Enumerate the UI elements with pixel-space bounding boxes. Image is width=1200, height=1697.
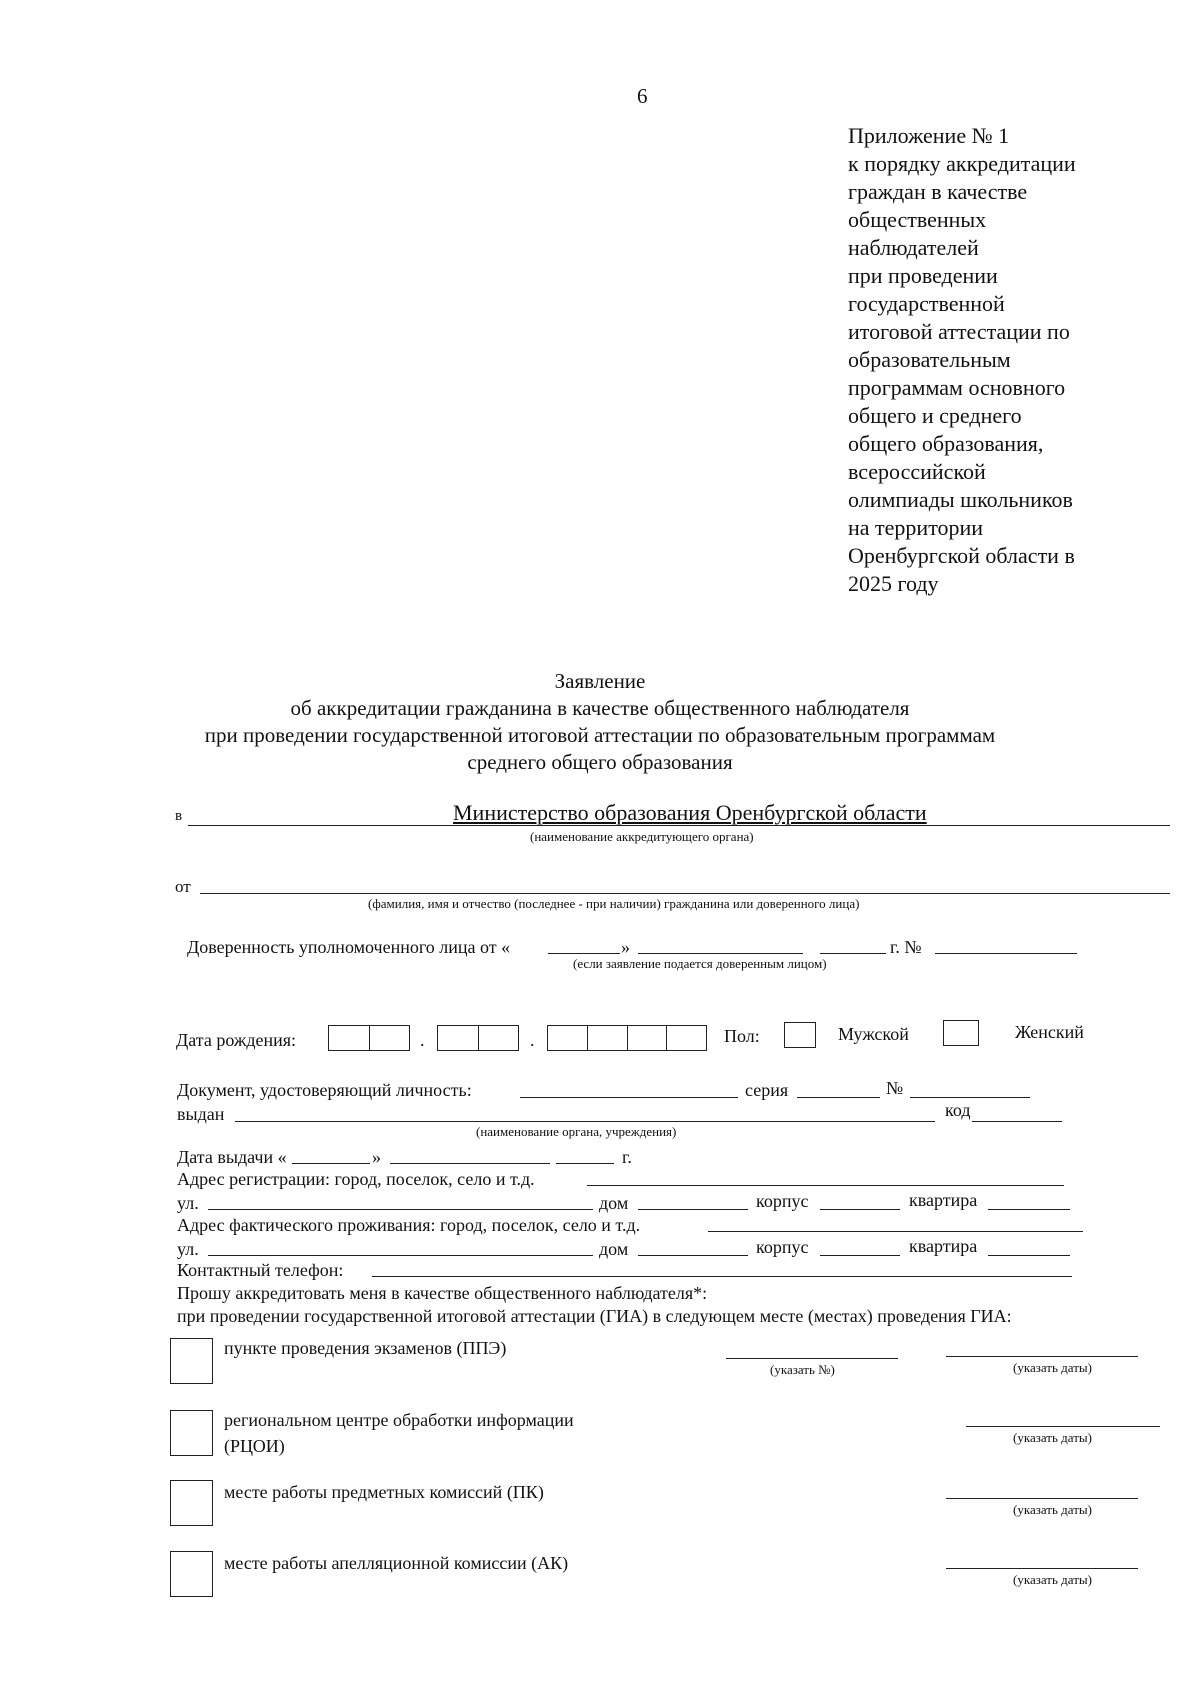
issue-date-label: Дата выдачи « (177, 1147, 287, 1167)
option-rcoi-dates-caption: (указать даты) (1013, 1430, 1092, 1445)
reg-apartment-line[interactable] (988, 1209, 1070, 1210)
poa-day-line[interactable] (548, 953, 620, 954)
appendix-line: олимпиады школьников (848, 487, 1073, 512)
appendix-line: Оренбургской области в (848, 543, 1075, 568)
identity-series-label: серия (745, 1080, 789, 1100)
actual-house-line[interactable] (638, 1255, 748, 1256)
reg-building-label: корпус (756, 1191, 809, 1211)
code-label: код (945, 1100, 971, 1120)
option-ppe-checkbox[interactable] (170, 1338, 213, 1384)
option-ppe-number-caption: (указать №) (770, 1362, 835, 1377)
identity-type-line[interactable] (520, 1097, 738, 1098)
title-heading: Заявление (554, 669, 646, 693)
gender-female-checkbox[interactable] (943, 1020, 979, 1046)
birth-dot-2: . (530, 1030, 535, 1050)
appendix-line: программам основного (848, 375, 1066, 400)
issue-date-quote-close: » (372, 1147, 381, 1167)
birth-dot-1: . (420, 1030, 425, 1050)
option-ppe-number-line[interactable] (726, 1358, 898, 1359)
to-caption: (наименование аккредитующего органа) (530, 829, 754, 844)
appendix-line: общественных (848, 207, 987, 232)
issued-by-label: выдан (177, 1104, 225, 1124)
issue-day-line[interactable] (292, 1163, 370, 1164)
appendix-line: к порядку аккредитации (848, 151, 1076, 176)
birth-day-cells[interactable] (328, 1025, 410, 1051)
actual-building-label: корпус (756, 1237, 809, 1257)
option-pk-label: месте работы предметных комиссий (ПК) (224, 1482, 544, 1502)
issue-month-line[interactable] (390, 1163, 550, 1164)
reg-street-label: ул. (177, 1193, 199, 1213)
poa-caption: (если заявление подается доверенным лицом) (573, 956, 827, 971)
from-prefix: от (175, 877, 191, 896)
gender-label: Пол: (724, 1026, 760, 1046)
reg-house-line[interactable] (638, 1209, 748, 1210)
title-line: об аккредитации гражданина в качестве общественного наблюдателя (290, 696, 910, 720)
appendix-line: при проведении (848, 263, 998, 288)
poa-year-suffix: г. № (890, 937, 922, 957)
poa-quote-close: » (621, 937, 630, 957)
issued-by-caption: (наименование органа, учреждения) (476, 1124, 677, 1139)
appendix-line: общего и среднего (848, 403, 1022, 428)
identity-number-line[interactable] (910, 1097, 1030, 1098)
code-line[interactable] (972, 1121, 1062, 1122)
option-ak-dates-caption: (указать даты) (1013, 1572, 1092, 1587)
poa-number-line[interactable] (935, 953, 1077, 954)
option-rcoi-label-line2: (РЦОИ) (224, 1436, 285, 1456)
poa-year-line[interactable] (820, 953, 886, 954)
actual-street-line[interactable] (208, 1255, 593, 1256)
option-rcoi-checkbox[interactable] (170, 1410, 213, 1456)
option-rcoi-label-line1: региональном центре обработки информации (224, 1410, 574, 1430)
poa-label: Доверенность уполномоченного лица от « (187, 937, 511, 957)
option-pk-dates-line[interactable] (946, 1498, 1138, 1499)
request-line-1: Прошу аккредитовать меня в качестве общественного наблюдателя*: (177, 1283, 708, 1303)
reg-street-line[interactable] (208, 1209, 593, 1210)
identity-number-label: № (886, 1078, 904, 1098)
option-ak-dates-line[interactable] (946, 1568, 1138, 1569)
reg-building-line[interactable] (820, 1209, 900, 1210)
page-number: 6 (637, 84, 648, 108)
appendix-line: общего образования, (848, 431, 1044, 456)
appendix-line: всероссийской (848, 459, 986, 484)
option-ak-label: месте работы апелляционной комиссии (АК) (224, 1553, 569, 1573)
from-field-line[interactable] (200, 893, 1170, 894)
option-ak-checkbox[interactable] (170, 1551, 213, 1597)
appendix-line: на территории (848, 515, 984, 540)
appendix-line: итоговой аттестации по (848, 319, 1070, 344)
birth-year-cells[interactable] (547, 1025, 707, 1051)
appendix-line: Приложение № 1 (848, 123, 1010, 148)
reg-address-label: Адрес регистрации: город, поселок, село и т.д. (177, 1169, 535, 1189)
actual-house-label: дом (599, 1239, 629, 1259)
actual-street-label: ул. (177, 1239, 199, 1259)
appendix-block (848, 122, 1128, 598)
identity-series-line[interactable] (797, 1097, 880, 1098)
actual-address-label: Адрес фактического проживания: город, поселок, село и т.д. (177, 1215, 641, 1235)
actual-city-line[interactable] (708, 1231, 1083, 1232)
option-ppe-label: пункте проведения экзаменов (ППЭ) (224, 1338, 507, 1358)
issue-year-line[interactable] (556, 1163, 614, 1164)
actual-building-line[interactable] (820, 1255, 900, 1256)
issued-by-line[interactable] (235, 1121, 935, 1122)
option-ppe-dates-line[interactable] (946, 1356, 1138, 1357)
option-ppe-dates-caption: (указать даты) (1013, 1360, 1092, 1375)
issue-year-suffix: г. (622, 1147, 632, 1167)
from-caption: (фамилия, имя и отчество (последнее - при наличии) гражданина или доверенного лица) (368, 896, 860, 911)
document-title (0, 668, 1200, 776)
accrediting-body-name: Министерство образования Оренбургской области (453, 800, 927, 825)
actual-apartment-label: квартира (909, 1236, 978, 1256)
phone-label: Контактный телефон: (177, 1260, 344, 1280)
reg-house-label: дом (599, 1193, 629, 1213)
title-line: среднего общего образования (467, 750, 733, 774)
actual-apartment-line[interactable] (988, 1255, 1070, 1256)
identity-label: Документ, удостоверяющий личность: (177, 1080, 472, 1100)
birth-month-cells[interactable] (437, 1025, 519, 1051)
appendix-line: 2025 году (848, 571, 939, 596)
birth-label: Дата рождения: (176, 1030, 297, 1050)
appendix-line: граждан в качестве (848, 179, 1028, 204)
title-line: при проведении государственной итоговой аттестации по образовательным программам (204, 723, 996, 747)
option-pk-dates-caption: (указать даты) (1013, 1502, 1092, 1517)
appendix-line: наблюдателей (848, 235, 979, 260)
gender-male-label: Мужской (838, 1024, 909, 1044)
appendix-line: государственной (848, 291, 1005, 316)
phone-line[interactable] (372, 1276, 1072, 1277)
gender-female-label: Женский (1015, 1022, 1084, 1042)
gender-male-checkbox[interactable] (784, 1022, 816, 1048)
to-prefix: в (175, 808, 183, 824)
option-rcoi-dates-line[interactable] (966, 1426, 1160, 1427)
reg-city-line[interactable] (587, 1185, 1064, 1186)
option-pk-checkbox[interactable] (170, 1480, 213, 1526)
reg-apartment-label: квартира (909, 1190, 978, 1210)
appendix-line: образовательным (848, 347, 1011, 372)
poa-month-line[interactable] (638, 953, 803, 954)
request-line-2: при проведении государственной итоговой аттестации (ГИА) в следующем месте (местах) проведения ГИА: (177, 1306, 1012, 1326)
